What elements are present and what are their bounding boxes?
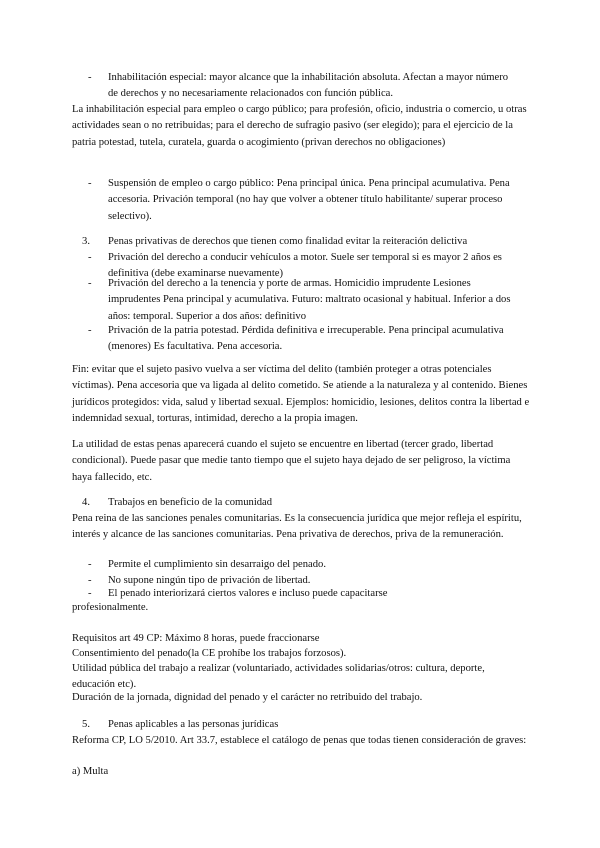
section-number: 4. [82,497,90,508]
list-dash: - [88,588,92,599]
list-item [88,70,520,103]
list-dash: - [88,178,92,189]
list-item-text: Privación de la patria potestad. Pérdida definitiva e irrecuperable. Pena principal acumulativa (menores) Es facultativa. Pena accesoria. [108,325,504,353]
paragraph: Reforma CP, LO 5/2010. Art 33.7, establece el catálogo de penas que todas tienen consideración de graves: [72,735,527,746]
section-title: Penas privativas de derechos que tienen como finalidad evitar la reiteración delictiva [108,236,468,247]
list-item-text: Suspensión de empleo o cargo público: Pena principal única. Pena principal acumulativa. Pena accesoria. Privación temporal (no hay que volver a obtener título habilitante/ superar proceso selectivo). [108,178,510,222]
list-item [88,276,520,325]
section-number: 5. [82,719,90,730]
list-item-text: Privación del derecho a conducir vehículos a motor. Suele ser temporal si es mayor 2 años es definitiva (debe examinarse nuevamente) [108,252,502,280]
paragraph: Duración de la jornada, dignidad del penado y el carácter no retribuido del trabajo. [72,692,423,703]
list-item [88,323,520,356]
list-dash: - [88,72,92,83]
paragraph: Fin: evitar que el sujeto pasivo vuelva a ser víctima del delito (también proteger a otras potenciales víctimas). Pena accesoria que va ligada al delito cometido. Se atiende a la naturaleza y al contenido. Bienes jurídicos protegidos: vida, salud y libertad sexual. Ejemplos: homicidio, lesiones, delitos contra la libertad e indemnidad sexual, torturas, intimidad, derecho a la propia imagen. [72,364,530,424]
paragraph: La utilidad de estas penas aparecerá cuando el sujeto se encuentre en libertad (tercer grado, libertad condicional). Puede pasar que medie tanto tiempo que el sujeto haya dejado de ser peligroso, la víctima haya fallecido, etc. [72,439,511,483]
section-heading-4 [66,495,526,511]
list-item-text: Permite el cumplimiento sin desarraigo del penado. [108,559,326,570]
section-heading-3 [66,234,526,250]
section-number: 3. [82,236,90,247]
list-item [88,557,520,573]
list-item-text: No supone ningún tipo de privación de libertad. [108,575,311,586]
list-dash: - [88,252,92,263]
list-item-text: El penado interiorizará ciertos valores e incluso puede capacitarse [108,588,388,599]
list-item-text: Inhabilitación especial: mayor alcance que la inhabilitación absoluta. Afectan a mayor número de derechos y no necesariamente relacionados con función pública. [108,72,509,100]
list-item-text: Privación del derecho a la tenencia y porte de armas. Homicidio imprudente Lesiones imprudentes Pena principal y acumulativa. Futuro: maltrato ocasional y habitual. Inferior a dos años: temporal. Superior a dos años: definitivo [108,278,511,322]
section-title: Penas aplicables a las personas jurídicas [108,719,279,730]
list-dash: - [88,559,92,570]
paragraph: Pena reina de las sanciones penales comunitarias. Es la consecuencia jurídica que mejor refleja el espíritu, interés y alcance de las sanciones comunitarias. Pena privativa de derechos, priva de la remuneración. [72,513,522,541]
section-heading-5 [66,717,526,733]
list-dash: - [88,278,92,289]
list-item [88,176,520,225]
paragraph: profesionalmente. [72,602,149,613]
paragraph: Requisitos art 49 CP: Máximo 8 horas, puede fraccionarse [72,633,320,644]
paragraph: Consentimiento del penado(la CE prohíbe los trabajos forzosos). [72,648,347,659]
paragraph: Utilidad pública del trabajo a realizar (voluntariado, actividades solidarias/otros: cultura, deporte, educación etc). [72,663,485,691]
list-dash: - [88,325,92,336]
paragraph: La inhabilitación especial para empleo o cargo público; para profesión, oficio, industria o comercio, u otras actividades sean o no retribuidas; para el derecho de sufragio pasivo (ser elegido); para el ejercicio de la patria potestad, tutela, curatela, guarda o acogimiento (privan derechos no obligaciones) [72,104,527,148]
paragraph: a) Multa [72,766,109,777]
section-title: Trabajos en beneficio de la comunidad [108,497,273,508]
list-dash: - [88,575,92,586]
